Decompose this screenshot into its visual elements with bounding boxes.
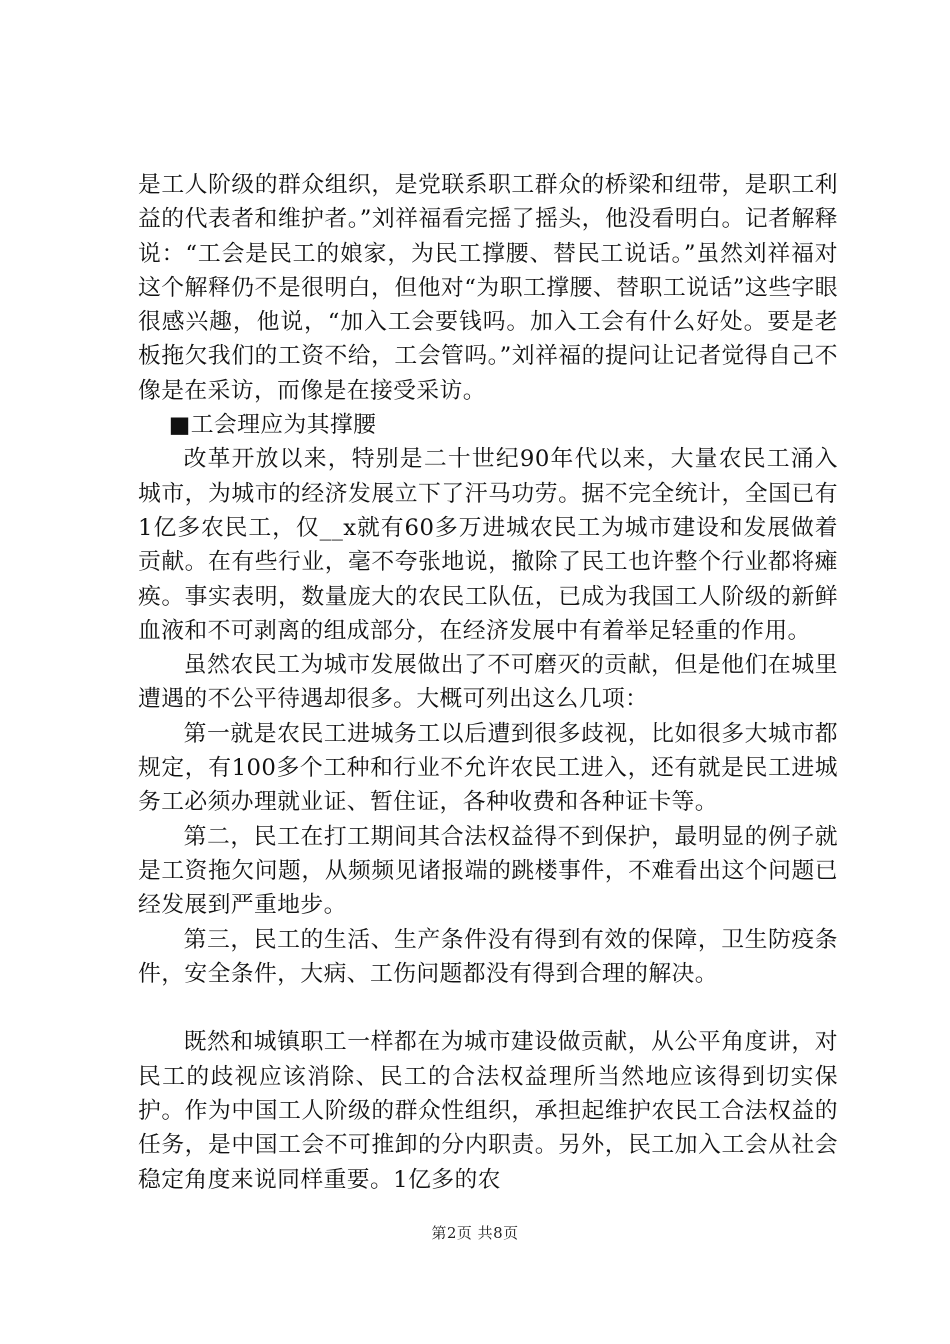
paragraph-item-second: 第二，民工在打工期间其合法权益得不到保护，最明显的例子就是工资拖欠问题，从频频见诸报端的跳楼事件，不难看出这个问题已经发展到严重地步。: [138, 823, 838, 919]
document-body: [138, 168, 838, 1197]
page-number-footer: 第2页 共8页: [431, 1224, 519, 1242]
paragraph-item-first: 第一就是农民工进城务工以后遭到很多歧视，比如很多大城市都规定，有100多个工种和行业不允许农民工进入，还有就是民工进城务工必须办理就业证、暂住证，各种收费和各种证卡等。: [138, 720, 838, 816]
paragraph-continued: 是工人阶级的群众组织，是党联系职工群众的桥梁和纽带，是职工利益的代表者和维护者。”刘祥福看完摇了摇头，他没看明白。记者解释说：“工会是民工的娘家，为民工撑腰、替民工说话。”虽然刘祥福对这个解释仍不是很明白，但他对“为职工撑腰、替职工说话”这些字眼很感兴趣，他说，“加入工会要钱吗。加入工会有什么好处。要是老板拖欠我们的工资不给，工会管吗。”刘祥福的提问让记者觉得自己不像是在采访，而像是在接受采访。: [138, 172, 838, 404]
paragraph-item-third: 第三，民工的生活、生产条件没有得到有效的保障，卫生防疫条件，安全条件，大病、工伤问题都没有得到合理的解决。: [138, 926, 838, 987]
section-heading: ■工会理应为其撑腰: [168, 412, 377, 439]
blank-line: [138, 991, 838, 1025]
paragraph: 虽然农民工为城市发展做出了不可磨灭的贡献，但是他们在城里遭遇的不公平待遇却很多。大概可列出这么几项：: [138, 652, 838, 713]
paragraph: 改革开放以来，特别是二十世纪90年代以来，大量农民工涌入城市，为城市的经济发展立下了汗马功劳。据不完全统计，全国已有1亿多农民工，仅__x就有60多万进城农民工为城市建设和发展做着贡献。在有些行业，毫不夸张地说，撤除了民工也许整个行业都将瘫痪。事实表明，数量庞大的农民工队伍，已成为我国工人阶级的新鲜血液和不可剥离的组成部分，在经济发展中有着举足轻重的作用。: [138, 446, 838, 644]
paragraph: 既然和城镇职工一样都在为城市建设做贡献，从公平角度讲，对民工的歧视应该消除、民工的合法权益理所当然地应该得到切实保护。作为中国工人阶级的群众性组织，承担起维护农民工合法权益的任务，是中国工会不可推卸的分内职责。另外，民工加入工会从社会稳定角度来说同样重要。1亿多的农: [138, 1029, 838, 1193]
